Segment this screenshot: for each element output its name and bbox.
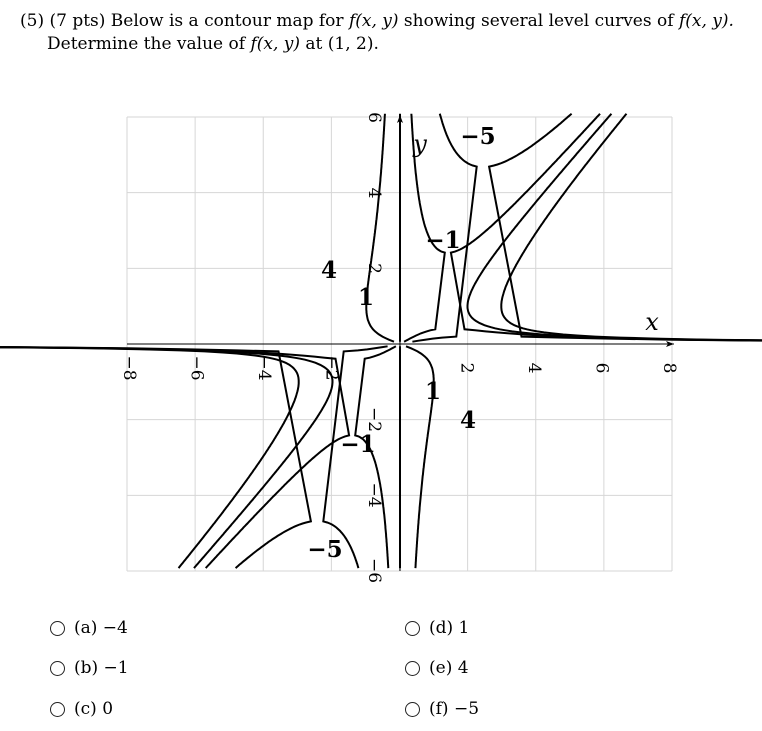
y-tick-label: 6: [364, 112, 384, 123]
choice-f-label: (f) −5: [429, 699, 480, 719]
x-tick-label: 6: [591, 362, 612, 374]
y-tick-label: 2: [364, 263, 384, 274]
level-label: −5: [307, 536, 343, 563]
y-tick-label: −6: [364, 557, 384, 584]
y-tick-label: −2: [364, 406, 384, 433]
x-tick-label: 4: [524, 362, 544, 374]
y-tick-label: 4: [364, 187, 384, 199]
radio-circle-icon[interactable]: [405, 621, 420, 636]
radio-circle-icon[interactable]: [50, 621, 65, 636]
choice-d[interactable]: [405, 618, 469, 638]
radio-circle-icon[interactable]: [405, 661, 420, 676]
choice-a-label: (a) −4: [74, 618, 128, 638]
choice-b-label: (b) −1: [74, 658, 129, 678]
level-curve-lower-left: [0, 346, 299, 568]
level-curve-upper-right: [501, 114, 762, 342]
x-tick-label: −4: [254, 355, 274, 381]
level-label: −5: [460, 123, 496, 150]
x-tick-label: 2: [456, 362, 477, 374]
radio-circle-icon[interactable]: [405, 702, 420, 717]
level-curve-upper-right: [451, 114, 762, 342]
x-tick-label: −8: [119, 355, 139, 381]
level-label: −1: [340, 431, 376, 458]
level-curve-lower-left: [0, 346, 333, 568]
choice-e-label: (e) 4: [429, 658, 469, 678]
x-tick-label: 8: [659, 362, 679, 374]
choice-a[interactable]: [50, 618, 128, 638]
x-tick-label: −6: [186, 355, 207, 381]
radio-circle-icon[interactable]: [50, 661, 65, 676]
level-curve-upper-right: [468, 114, 762, 342]
level-curve-lower-left: [0, 346, 349, 568]
level-label: 1: [357, 284, 375, 311]
question-line-2: Determine the value of f(x, y) at (1, 2).: [47, 34, 379, 54]
x-tick-label: −2: [321, 355, 342, 381]
choice-d-label: (d) 1: [429, 618, 470, 638]
y-axis-label: y: [413, 130, 427, 158]
choice-f[interactable]: [405, 699, 479, 719]
choice-e[interactable]: [405, 658, 469, 678]
level-curve-upper-right: [489, 114, 762, 342]
level-label: 4: [459, 407, 477, 434]
level-label: 4: [320, 257, 338, 284]
x-axis-label: x: [645, 308, 659, 336]
level-label: 1: [424, 378, 442, 405]
level-label: −1: [425, 227, 461, 254]
choice-c-label: (c) 0: [74, 699, 114, 719]
choice-c[interactable]: [50, 699, 113, 719]
radio-circle-icon[interactable]: [50, 702, 65, 717]
y-tick-label: −4: [364, 482, 384, 508]
choice-b[interactable]: [50, 658, 129, 678]
question-line-1: (5) (7 pts) Below is a contour map for f(x, y) showing several level curves of f(x, y).: [20, 11, 734, 31]
